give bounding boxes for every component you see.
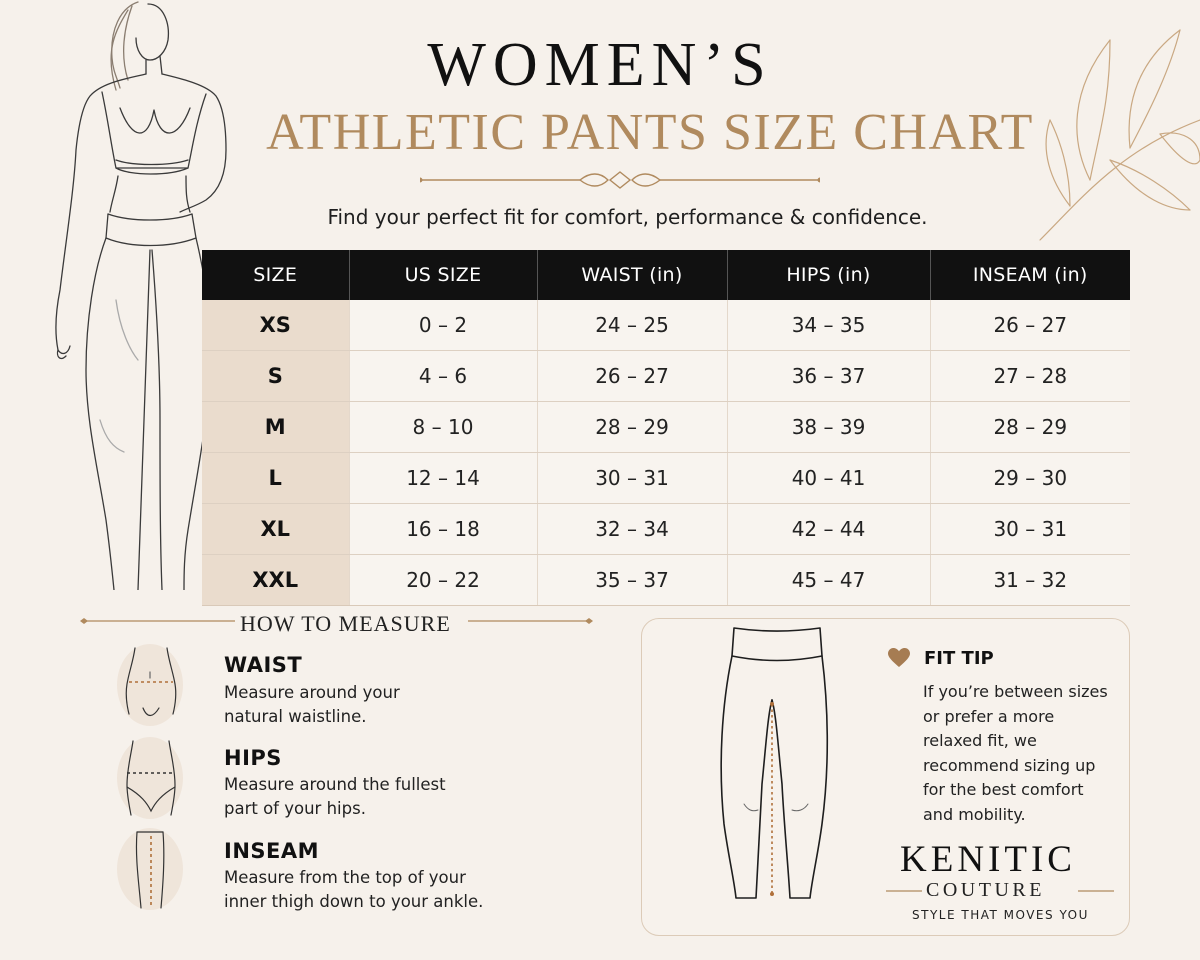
size-cell: XXL — [202, 555, 349, 606]
hips-cell: 45 – 47 — [727, 555, 930, 606]
waist-measure-illustration — [117, 644, 183, 726]
waist-cell: 28 – 29 — [537, 402, 727, 453]
column-header: SIZE — [202, 250, 349, 300]
inseam-desc-line1: Measure from the top of your — [224, 868, 466, 887]
waist-description — [224, 681, 524, 729]
fit-tip-heading: FIT TIP — [924, 648, 994, 669]
brand-subname: COUTURE — [926, 879, 1045, 901]
us-size-cell: 0 – 2 — [349, 300, 537, 351]
inseam-cell: 31 – 32 — [930, 555, 1130, 606]
us-size-cell: 8 – 10 — [349, 402, 537, 453]
hips-icon — [117, 737, 183, 819]
section-divider-right — [468, 615, 593, 627]
size-cell: XS — [202, 300, 349, 351]
section-divider-left — [80, 615, 235, 627]
column-header: US SIZE — [349, 250, 537, 300]
table-header-row — [202, 250, 1130, 300]
waist-icon — [117, 644, 183, 726]
table-row — [202, 402, 1130, 453]
inseam-cell: 26 – 27 — [930, 300, 1130, 351]
inseam-cell: 30 – 31 — [930, 504, 1130, 555]
page-title-line2: ATHLETIC PANTS SIZE CHART — [266, 104, 1034, 161]
hips-cell: 42 – 44 — [727, 504, 930, 555]
brand-line-right — [1078, 889, 1114, 893]
hips-measure-illustration — [117, 737, 183, 819]
hips-cell: 40 – 41 — [727, 453, 930, 504]
inseam-icon — [117, 828, 183, 910]
inseam-heading: INSEAM — [224, 839, 320, 863]
inseam-desc-line2: inner thigh down to your ankle. — [224, 892, 484, 911]
waist-desc-line1: Measure around your — [224, 683, 400, 702]
inseam-cell: 28 – 29 — [930, 402, 1130, 453]
waist-heading: WAIST — [224, 653, 303, 677]
size-cell: L — [202, 453, 349, 504]
waist-cell: 24 – 25 — [537, 300, 727, 351]
waist-cell: 26 – 27 — [537, 351, 727, 402]
size-cell: XL — [202, 504, 349, 555]
hips-desc-line2: part of your hips. — [224, 799, 366, 818]
page-title-line1: WOMEN’S — [427, 31, 773, 99]
brand-line-left — [886, 889, 922, 893]
inseam-description — [224, 866, 524, 914]
inseam-cell: 27 – 28 — [930, 351, 1130, 402]
column-header: INSEAM (in) — [930, 250, 1130, 300]
table-row — [202, 453, 1130, 504]
inseam-measure-illustration — [117, 828, 183, 910]
size-cell: M — [202, 402, 349, 453]
heart-icon — [888, 648, 910, 668]
us-size-cell: 20 – 22 — [349, 555, 537, 606]
table-row — [202, 504, 1130, 555]
waist-cell: 32 – 34 — [537, 504, 727, 555]
how-to-measure-title: HOW TO MEASURE — [240, 611, 451, 636]
hips-cell: 36 – 37 — [727, 351, 930, 402]
size-chart-table — [202, 250, 1130, 606]
hips-cell: 38 – 39 — [727, 402, 930, 453]
table-row — [202, 351, 1130, 402]
us-size-cell: 4 – 6 — [349, 351, 537, 402]
waist-desc-line2: natural waistline. — [224, 707, 367, 726]
ornament-divider — [420, 170, 820, 190]
page-subtitle: Find your perfect fit for comfort, performance & confidence. — [327, 205, 928, 229]
hips-desc-line1: Measure around the fullest — [224, 775, 446, 794]
us-size-cell: 16 – 18 — [349, 504, 537, 555]
hips-heading: HIPS — [224, 746, 282, 770]
us-size-cell: 12 – 14 — [349, 453, 537, 504]
inseam-cell: 29 – 30 — [930, 453, 1130, 504]
leggings-illustration — [712, 624, 832, 904]
waist-cell: 35 – 37 — [537, 555, 727, 606]
hips-cell: 34 – 35 — [727, 300, 930, 351]
brand-tagline: STYLE THAT MOVES YOU — [912, 908, 1089, 922]
brand-name: KENITIC — [900, 839, 1076, 880]
table-row — [202, 555, 1130, 606]
column-header: HIPS (in) — [727, 250, 930, 300]
hips-description — [224, 773, 524, 821]
size-cell: S — [202, 351, 349, 402]
waist-cell: 30 – 31 — [537, 453, 727, 504]
column-header: WAIST (in) — [537, 250, 727, 300]
fit-tip-text: If you’re between sizes or prefer a more relaxed fit, we recommend sizing up for the best comfort and mobility. — [923, 682, 1108, 824]
table-row — [202, 300, 1130, 351]
